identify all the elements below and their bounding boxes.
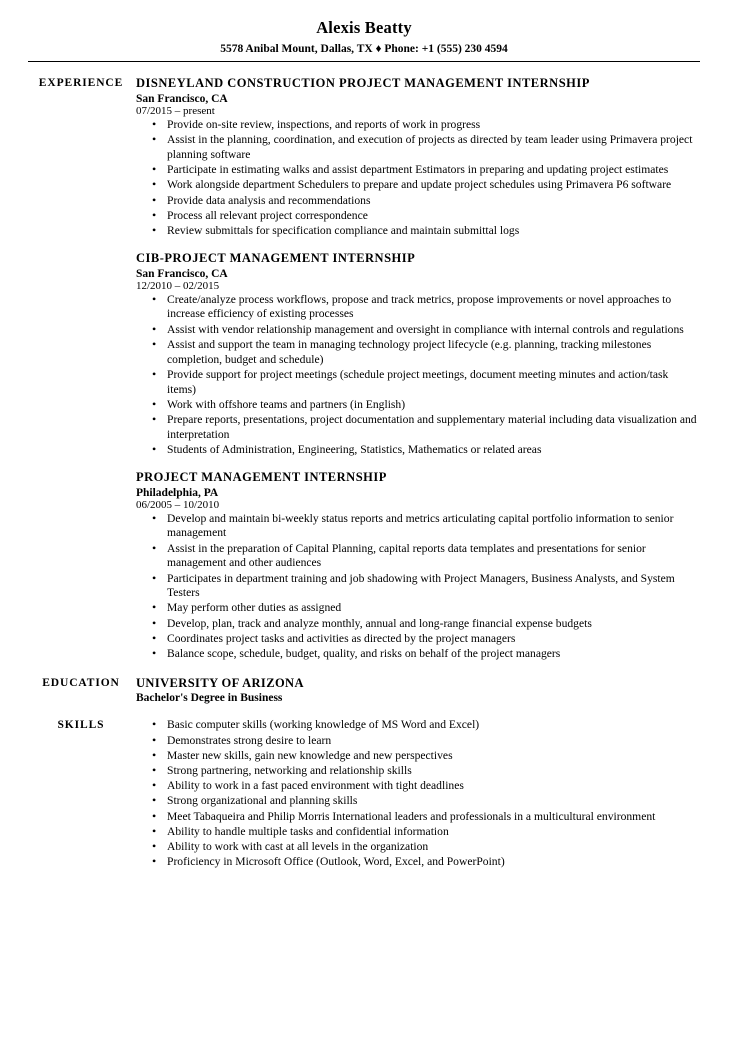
bullet-item: • Process all relevant project correspondence bbox=[152, 209, 700, 224]
job-dates: 07/2015 – present bbox=[136, 105, 215, 117]
job-entry bbox=[136, 470, 700, 662]
bullet-item: • Provide data analysis and recommendations bbox=[152, 194, 700, 209]
bullet-item: • Work alongside department Schedulers to prepare and update project schedules using Primavera P6 software bbox=[152, 178, 700, 193]
bullet-item: • Strong partnering, networking and relationship skills bbox=[152, 764, 700, 779]
bullet-item: • Participates in department training and job shadowing with Project Managers, Business Analysts, and System Testers bbox=[152, 572, 700, 601]
job-dates: 12/2010 – 02/2015 bbox=[136, 279, 220, 292]
bullet-item: • Basic computer skills (working knowledge of MS Word and Excel) bbox=[152, 718, 700, 733]
bullet-item: • Assist with vendor relationship management and oversight in compliance with internal controls and regulations bbox=[152, 323, 700, 338]
bullet-item: • Assist in the preparation of Capital Planning, capital reports data templates and presentations for senior management and other audiences bbox=[152, 542, 700, 571]
skills-section bbox=[28, 718, 700, 870]
bullet-item: • Proficiency in Microsoft Office (Outlook, Word, Excel, and PowerPoint) bbox=[152, 855, 700, 870]
job-title: PROJECT MANAGEMENT INTERNSHIP bbox=[136, 469, 387, 484]
bullet-item: • Coordinates project tasks and activities as directed by the project managers bbox=[152, 632, 700, 647]
bullet-item: • Review submittals for specification compliance and maintain submittal logs bbox=[152, 224, 700, 239]
bullet-item: • Master new skills, gain new knowledge and new perspectives bbox=[152, 749, 700, 764]
education-section-label: EDUCATION bbox=[42, 677, 120, 690]
experience-entries bbox=[134, 76, 700, 662]
job-entry bbox=[136, 251, 700, 458]
bullet-item: • Develop, plan, track and analyze monthly, annual and long-range financial expense budgets bbox=[152, 617, 700, 632]
skills-section-label: SKILLS bbox=[57, 719, 105, 732]
job-dates: 06/2005 – 10/2010 bbox=[136, 498, 220, 511]
bullet-item: • Ability to work in a fast paced environment with tight deadlines bbox=[152, 779, 700, 794]
bullet-item: • May perform other duties as assigned bbox=[152, 601, 700, 616]
school-name: UNIVERSITY OF ARIZONA bbox=[136, 676, 304, 691]
bullet-item: • Provide on-site review, inspections, and reports of work in progress bbox=[152, 118, 700, 133]
bullet-item: • Work with offshore teams and partners (in English) bbox=[152, 398, 700, 413]
bullet-item: • Assist in the planning, coordination, and execution of projects as directed by team leader using Primavera project planning software bbox=[152, 133, 700, 162]
skills-bullets bbox=[136, 718, 700, 870]
job-location: Philadelphia, PA bbox=[136, 486, 219, 499]
section-spacer bbox=[28, 662, 700, 676]
bullet-item: • Create/analyze process workflows, propose and track metrics, propose improvements or novel approaches to increase efficiency of existing processes bbox=[152, 293, 700, 322]
job-title: CIB-PROJECT MANAGEMENT INTERNSHIP bbox=[136, 250, 416, 265]
bullet-item: • Develop and maintain bi-weekly status reports and metrics articulating capital portfolio information to senior management bbox=[152, 512, 700, 541]
skills-entries bbox=[134, 718, 700, 870]
experience-section bbox=[28, 76, 700, 662]
experience-section-label: EXPERIENCE bbox=[38, 77, 124, 89]
degree-name: Bachelor's Degree in Business bbox=[136, 692, 283, 705]
bullet-item: • Participate in estimating walks and assist department Estimators in preparing and updating project estimates bbox=[152, 163, 700, 178]
bullet-item: • Meet Tabaqueira and Philip Morris International leaders and professionals in a multicultural environment bbox=[152, 810, 700, 825]
bullet-item: • Provide support for project meetings (schedule project meetings, document meeting minutes and action/task items) bbox=[152, 368, 700, 397]
bullet-item: • Ability to handle multiple tasks and confidential information bbox=[152, 825, 700, 840]
job-location: San Francisco, CA bbox=[136, 267, 228, 280]
header-divider bbox=[28, 61, 700, 62]
job-title: DISNEYLAND CONSTRUCTION PROJECT MANAGEMENT INTERNSHIP bbox=[136, 76, 590, 90]
job-location: San Francisco, CA bbox=[136, 93, 228, 105]
bullet-item: • Strong organizational and planning skills bbox=[152, 794, 700, 809]
bullet-item: • Balance scope, schedule, budget, quality, and risks on behalf of the project managers bbox=[152, 647, 700, 662]
job-bullets bbox=[136, 512, 700, 662]
candidate-name: Alexis Beatty bbox=[316, 18, 412, 37]
job-bullets bbox=[136, 118, 700, 239]
job-entry bbox=[136, 76, 700, 239]
job-bullets bbox=[136, 293, 700, 458]
education-section bbox=[28, 676, 700, 704]
bullet-item: • Demonstrates strong desire to learn bbox=[152, 734, 700, 749]
section-spacer bbox=[28, 704, 700, 718]
contact-line: 5578 Anibal Mount, Dallas, TX ♦ Phone: +1 (555) 230 4594 bbox=[220, 43, 508, 55]
bullet-item: • Prepare reports, presentations, project documentation and supplementary material including data visualization and interpretation bbox=[152, 413, 700, 442]
bullet-item: • Students of Administration, Engineering, Statistics, Mathematics or related areas bbox=[152, 443, 700, 458]
education-entries bbox=[134, 676, 700, 704]
bullet-item: • Ability to work with cast at all levels in the organization bbox=[152, 840, 700, 855]
bullet-item: • Assist and support the team in managing technology project lifecycle (e.g. planning, tracking milestones completion, budget and schedule) bbox=[152, 338, 700, 367]
